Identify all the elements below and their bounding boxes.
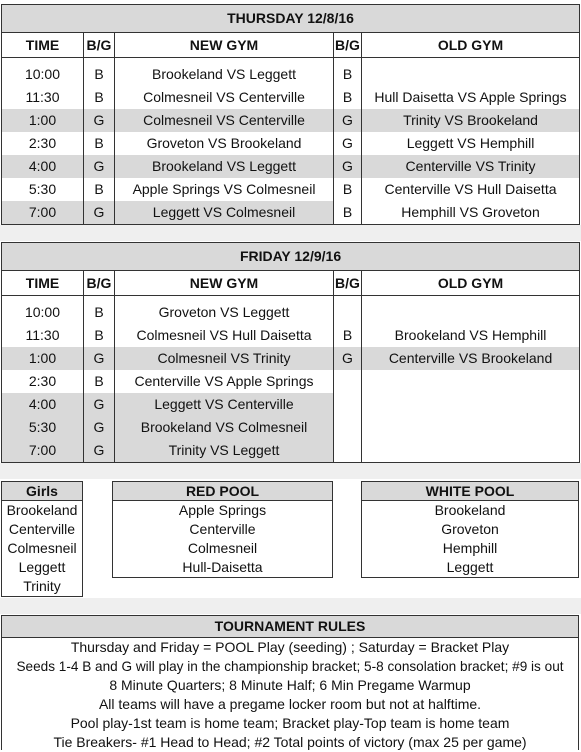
column-header-new-gym: NEW GYM (115, 33, 334, 58)
section-divider (0, 225, 581, 241)
new-gym-game: Centerville VS Apple Springs (115, 370, 334, 393)
new-gym-game: Colmesneil VS Centerville (115, 109, 334, 132)
time-cell: 2:30 (2, 370, 84, 393)
bg-cell: B (84, 63, 115, 86)
bg-cell: B (84, 178, 115, 201)
rule-line: 8 Minute Quarters; 8 Minute Half; 6 Min Pregame Warmup (109, 677, 471, 693)
girls-list (1, 481, 83, 597)
red-pool-team: Colmesneil (187, 540, 258, 556)
old-gym-game: Hull Daisetta VS Apple Springs (362, 86, 580, 109)
table-row (2, 155, 580, 178)
white-pool-team: Brookeland (434, 502, 506, 518)
white-pool-team: Leggett (446, 559, 494, 575)
bg-cell-old: B (334, 324, 362, 347)
new-gym-game: Trinity VS Leggett (115, 439, 334, 463)
column-header-time: TIME (2, 33, 84, 58)
new-gym-game: Leggett VS Colmesneil (115, 201, 334, 225)
new-gym-game: Leggett VS Centerville (115, 393, 334, 416)
girls-team: Trinity (23, 578, 61, 594)
table-row (2, 178, 580, 201)
rule-line: Seeds 1-4 B and G will play in the championship bracket; 5-8 consolation bracket; #9 is out (16, 659, 564, 674)
bg-cell: G (84, 416, 115, 439)
girls-team: Brookeland (6, 502, 78, 518)
table-row (2, 416, 580, 439)
pools-section (1, 481, 579, 597)
table-row (2, 324, 580, 347)
bg-cell-old: B (334, 63, 362, 86)
bg-cell-old: G (334, 155, 362, 178)
bg-cell-old: B (334, 86, 362, 109)
thursday-schedule-table (1, 4, 580, 225)
rule-line: All teams will have a pregame locker room but not at halftime. (98, 696, 482, 712)
new-gym-game: Colmesneil VS Hull Daisetta (115, 324, 334, 347)
white-pool-header: WHITE POOL (362, 482, 578, 501)
table-row (2, 109, 580, 132)
time-cell: 11:30 (2, 324, 84, 347)
bg-cell: G (84, 439, 115, 463)
girls-header: Girls (2, 482, 82, 501)
bg-cell: B (84, 132, 115, 155)
new-gym-game: Groveton VS Brookeland (115, 132, 334, 155)
white-pool (361, 481, 579, 578)
bg-cell: G (84, 347, 115, 370)
column-header-bg: B/G (84, 33, 115, 58)
time-cell: 10:00 (2, 63, 84, 86)
bg-cell-old: G (334, 109, 362, 132)
girls-team: Colmesneil (7, 540, 77, 556)
bg-cell-old (334, 393, 362, 416)
new-gym-game: Apple Springs VS Colmesneil (115, 178, 334, 201)
table-row (2, 201, 580, 225)
red-pool-team: Hull-Daisetta (182, 559, 263, 575)
section-divider (0, 463, 581, 479)
old-gym-game: Hemphill VS Groveton (362, 201, 580, 225)
time-cell: 10:00 (2, 301, 84, 324)
friday-title: FRIDAY 12/9/16 (2, 243, 580, 271)
bg-cell: B (84, 370, 115, 393)
table-row (2, 63, 580, 86)
red-pool-header: RED POOL (113, 482, 332, 501)
table-row (2, 301, 580, 324)
new-gym-game: Brookeland VS Colmesneil (115, 416, 334, 439)
bg-cell-old: B (334, 178, 362, 201)
time-cell: 11:30 (2, 86, 84, 109)
table-row (2, 132, 580, 155)
column-header-old-gym: OLD GYM (362, 271, 580, 296)
table-row (2, 347, 580, 370)
bg-cell-old: G (334, 132, 362, 155)
bg-cell-old: G (334, 347, 362, 370)
white-pool-team: Hemphill (442, 540, 498, 556)
time-cell: 1:00 (2, 347, 84, 370)
column-header-time: TIME (2, 271, 84, 296)
time-cell: 1:00 (2, 109, 84, 132)
old-gym-game: Centerville VS Trinity (362, 155, 580, 178)
column-header-bg-old: B/G (334, 271, 362, 296)
bg-cell: B (84, 324, 115, 347)
time-cell: 7:00 (2, 439, 84, 463)
red-pool-team: Apple Springs (178, 502, 267, 518)
old-gym-game: Leggett VS Hemphill (362, 132, 580, 155)
old-gym-game (362, 301, 580, 324)
old-gym-game: Trinity VS Brookeland (362, 109, 580, 132)
bg-cell: G (84, 155, 115, 178)
bg-cell: G (84, 201, 115, 225)
time-cell: 2:30 (2, 132, 84, 155)
bg-cell: B (84, 86, 115, 109)
time-cell: 4:00 (2, 155, 84, 178)
time-cell: 5:30 (2, 416, 84, 439)
new-gym-game: Brookeland VS Leggett (115, 155, 334, 178)
old-gym-game: Brookeland VS Hemphill (362, 324, 580, 347)
bg-cell-old (334, 416, 362, 439)
new-gym-game: Groveton VS Leggett (115, 301, 334, 324)
column-header-bg-old: B/G (334, 33, 362, 58)
new-gym-game: Colmesneil VS Centerville (115, 86, 334, 109)
time-cell: 4:00 (2, 393, 84, 416)
bg-cell: G (84, 393, 115, 416)
new-gym-game: Brookeland VS Leggett (115, 63, 334, 86)
rule-line: Thursday and Friday = POOL Play (seeding) ; Saturday = Bracket Play (70, 639, 510, 655)
old-gym-game (362, 439, 580, 463)
section-divider (0, 598, 581, 614)
white-pool-team: Groveton (441, 521, 499, 537)
bg-cell-old (334, 301, 362, 324)
rules-title: TOURNAMENT RULES (2, 616, 578, 638)
table-row (2, 439, 580, 463)
rule-line: Pool play-1st team is home team; Bracket play-Top team is home team (70, 715, 510, 731)
time-cell: 5:30 (2, 178, 84, 201)
bg-cell-old (334, 439, 362, 463)
column-header-old-gym: OLD GYM (362, 33, 580, 58)
table-row (2, 86, 580, 109)
column-header-bg: B/G (84, 271, 115, 296)
old-gym-game (362, 416, 580, 439)
red-pool (112, 481, 333, 578)
girls-team: Leggett (18, 559, 66, 575)
bg-cell-old (334, 370, 362, 393)
tournament-rules (1, 615, 579, 750)
new-gym-game: Colmesneil VS Trinity (115, 347, 334, 370)
thursday-title: THURSDAY 12/8/16 (2, 5, 580, 33)
old-gym-game (362, 63, 580, 86)
table-row (2, 393, 580, 416)
girls-team: Centerville (8, 521, 76, 537)
old-gym-game (362, 393, 580, 416)
old-gym-game (362, 370, 580, 393)
table-row (2, 370, 580, 393)
old-gym-game: Centerville VS Brookeland (362, 347, 580, 370)
time-cell: 7:00 (2, 201, 84, 225)
bg-cell: B (84, 301, 115, 324)
red-pool-team: Centerville (189, 521, 256, 537)
column-header-new-gym: NEW GYM (115, 271, 334, 296)
friday-schedule-table (1, 242, 580, 463)
bg-cell-old: B (334, 201, 362, 225)
rule-line: Tie Breakers- #1 Head to Head; #2 Total points of victory (max 25 per game) (53, 734, 527, 750)
old-gym-game: Centerville VS Hull Daisetta (362, 178, 580, 201)
bg-cell: G (84, 109, 115, 132)
